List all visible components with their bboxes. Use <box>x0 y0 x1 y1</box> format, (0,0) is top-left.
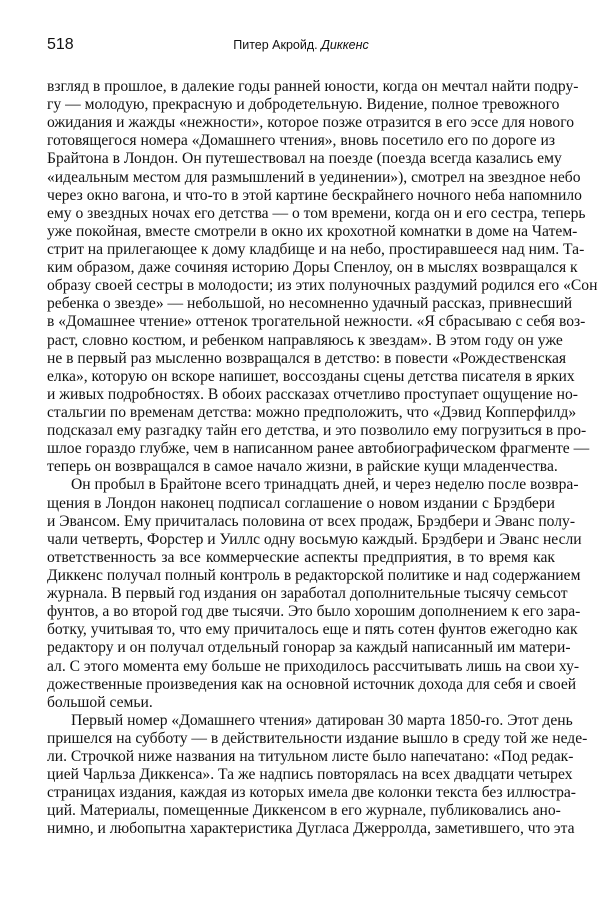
running-header <box>47 36 555 58</box>
text-line: стрит на прилегающее к дому кладбище и на небо, простиравшееся над ним. Та- <box>47 240 585 258</box>
text-line: через окно вагона, и что-то в этой картине бескрайнего ночного неба напомнило <box>47 186 582 204</box>
text-line: Диккенс получал полный контроль в редакторской политике и над содержанием <box>47 566 581 584</box>
text-line: Первый номер «Домашнего чтения» датирован 30 марта 1850-го. Этот день <box>71 711 573 729</box>
text-line: елка», которую он вскоре напишет, воссозданы сцены детства писателя в ярких <box>47 367 575 385</box>
text-line: теперь он возвращался в самое начало жизни, в райские кущи младенчества. <box>47 458 558 476</box>
text-line: не в первый раз мысленно возвращался в детство: в повести «Рождественская <box>47 349 567 367</box>
text-line: уже покойная, вместе смотрели в окно их крохотной комнатки в доме на Чатем- <box>47 222 578 240</box>
book-title: Диккенс <box>321 38 369 52</box>
page-body-text <box>47 78 598 839</box>
text-line: журнала. В первый год издания он заработал дополнительные тысячу семьсот <box>47 585 568 603</box>
text-line: гу — молодую, прекрасную и добродетельную. Видение, полное тревожного <box>47 96 560 114</box>
text-line: шлое гораздо глубже, чем в написанном ранее автобиографическом фрагменте — <box>47 440 590 458</box>
paragraph <box>47 711 588 839</box>
text-line: ему о звездных ночах его детства — о том времени, когда он и его сестра, теперь <box>47 204 586 222</box>
text-line: раст, словно костюм, и ребенком направляюсь к звездам». В этом году он уже <box>47 331 563 349</box>
text-line: пришелся на субботу — в действительности издание вышло в среду той же неде- <box>47 729 588 747</box>
paragraph <box>47 476 582 711</box>
text-line: ким образом, даже сочиняя историю Доры Спенлоу, он в мыслях возвращался к <box>47 259 578 277</box>
text-line: чали четверть, Форстер и Уиллс одну восьмую каждый. Брэдбери и Эванс несли <box>47 530 582 548</box>
author-name: Питер Акройд. <box>233 38 318 52</box>
text-line: ответственность за все коммерческие аспекты предприятия, в то время как <box>47 548 555 566</box>
text-line: ребенка о звезде» — небольшой, но несомненно удачный рассказ, привнесший <box>47 295 573 313</box>
text-line: нимно, и любопытна характеристика Дугласа Джерролда, заметившего, что эта <box>47 820 575 838</box>
text-line: готовящегося номера «Домашнего чтения», вновь посетило его по дороге из <box>47 132 555 150</box>
text-line: ал. С этого момента ему больше не приходилось рассчитывать лишь на свои ху- <box>47 657 580 675</box>
text-line: в «Домашнее чтение» оттенок трогательной нежности. «Я сбрасываю с себя воз- <box>47 313 586 331</box>
text-line: взгляд в прошлое, в далекие годы ранней юности, когда он мечтал найти подру- <box>47 78 579 95</box>
text-line: стальгии по временам детства: можно предположить, что «Дэвид Копперфилд» <box>47 403 577 421</box>
text-line: «идеальным местом для размышлений в уединении»), смотрел на звездное небо <box>47 168 581 186</box>
paragraph <box>47 78 598 476</box>
text-line: страницах издания, каждая из которых имела две колонки текста без иллюстра- <box>47 784 576 802</box>
text-line: подсказал ему разгадку тайн его детства, и это позволило ему погрузиться в про- <box>47 422 587 440</box>
text-line: ожидания и жажды «нежности», которое позже отразится в его эссе для нового <box>47 114 575 132</box>
text-line: и живых подробностях. В обоих рассказах отчетливо проступает ощущение но- <box>47 385 578 403</box>
text-line: и Эвансом. Ему причиталась половина от всех продаж, Брэдбери и Эванс полу- <box>47 512 576 530</box>
text-line: дожественные произведения как на основной источник дохода для себя и своей <box>47 675 577 693</box>
text-line: Он пробыл в Брайтоне всего тринадцать дней, и через неделю после возвра- <box>71 476 579 494</box>
text-line: редактору и он получал отдельный гонорар за каждый написанный им матери- <box>47 639 571 657</box>
text-line: щения в Лондон наконец подписал соглашение о новом издании с Брэдбери <box>47 494 555 512</box>
text-line: ций. Материалы, помещенные Диккенсом в его журнале, публиковались ано- <box>47 802 561 820</box>
text-line: ботку, учитывая то, что ему причиталось еще и пять сотен фунтов ежегодно как <box>47 621 578 639</box>
page-number: 518 <box>47 36 74 53</box>
text-line: образу своей сестры в молодости; из этих полуночных раздумий родился его «Сон <box>47 277 598 295</box>
text-line: ли. Строчкой ниже названия на титульном листе было напечатано: «Под редак- <box>47 748 574 766</box>
running-title <box>47 38 555 52</box>
text-line: Брайтона в Лондон. Он путешествовал на поезде (поезда всегда казались ему <box>47 150 562 168</box>
text-line: фунтов, а во второй год две тысячи. Это было хорошим дополнением к его зара- <box>47 603 581 621</box>
text-line: цией Чарльза Диккенса». Та же надпись повторялась на всех двадцати четырех <box>47 766 573 784</box>
text-line: большой семьи. <box>47 693 153 711</box>
